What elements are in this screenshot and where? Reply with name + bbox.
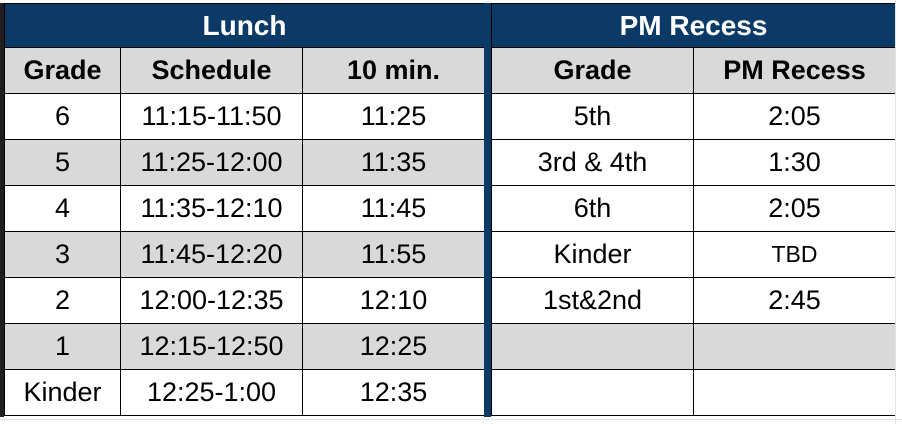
- recess-time-cell[interactable]: TBD: [694, 232, 896, 278]
- lunch-schedule-cell[interactable]: 12:15-12:50: [121, 324, 303, 370]
- lunch-grade-cell[interactable]: 6: [5, 94, 121, 140]
- lunch-ten-min-cell[interactable]: 11:55: [303, 232, 485, 278]
- recess-grade-cell[interactable]: [492, 370, 694, 416]
- recess-header-row: [492, 48, 896, 94]
- lunch-ten-min-cell[interactable]: 12:10: [303, 278, 485, 324]
- lunch-grade-cell[interactable]: 1: [5, 324, 121, 370]
- lunch-title: Lunch: [5, 4, 485, 48]
- lunch-table: [4, 3, 485, 416]
- table-row: [492, 324, 896, 370]
- lunch-ten-min-cell[interactable]: 11:25: [303, 94, 485, 140]
- sheet-gridline: [0, 419, 902, 420]
- lunch-grade-cell[interactable]: 3: [5, 232, 121, 278]
- lunch-grade-cell[interactable]: 2: [5, 278, 121, 324]
- lunch-header-schedule: Schedule: [121, 48, 303, 94]
- recess-header-grade: Grade: [492, 48, 694, 94]
- lunch-header-ten-min: 10 min.: [303, 48, 485, 94]
- recess-table: [491, 3, 896, 416]
- table-row: [492, 232, 896, 278]
- lunch-grade-cell[interactable]: 5: [5, 140, 121, 186]
- recess-grade-cell[interactable]: 3rd & 4th: [492, 140, 694, 186]
- table-row: [492, 94, 896, 140]
- recess-grade-cell[interactable]: 6th: [492, 186, 694, 232]
- lunch-title-row: [5, 4, 485, 48]
- table-row: [5, 278, 485, 324]
- sheet-gridline: [895, 0, 896, 424]
- recess-time-cell[interactable]: [694, 324, 896, 370]
- lunch-ten-min-cell[interactable]: 11:35: [303, 140, 485, 186]
- recess-time-cell[interactable]: 1:30: [694, 140, 896, 186]
- lunch-ten-min-cell[interactable]: 11:45: [303, 186, 485, 232]
- lunch-schedule-cell[interactable]: 11:35-12:10: [121, 186, 303, 232]
- recess-grade-cell[interactable]: 5th: [492, 94, 694, 140]
- lunch-header-row: [5, 48, 485, 94]
- recess-title-row: [492, 4, 896, 48]
- recess-time-cell[interactable]: [694, 370, 896, 416]
- lunch-schedule-cell[interactable]: 11:15-11:50: [121, 94, 303, 140]
- recess-time-cell[interactable]: 2:05: [694, 186, 896, 232]
- table-row: [5, 324, 485, 370]
- lunch-schedule-cell[interactable]: 12:25-1:00: [121, 370, 303, 416]
- recess-time-cell[interactable]: 2:05: [694, 94, 896, 140]
- table-row: [5, 140, 485, 186]
- lunch-schedule-cell[interactable]: 11:25-12:00: [121, 140, 303, 186]
- recess-header-pm-recess: PM Recess: [694, 48, 896, 94]
- recess-time-cell[interactable]: 2:45: [694, 278, 896, 324]
- lunch-ten-min-cell[interactable]: 12:35: [303, 370, 485, 416]
- recess-title: PM Recess: [492, 4, 896, 48]
- lunch-schedule-cell[interactable]: 12:00-12:35: [121, 278, 303, 324]
- table-divider: [484, 3, 491, 417]
- table-row: [5, 186, 485, 232]
- lunch-ten-min-cell[interactable]: 12:25: [303, 324, 485, 370]
- table-row: [492, 186, 896, 232]
- lunch-grade-cell[interactable]: Kinder: [5, 370, 121, 416]
- table-row: [5, 94, 485, 140]
- lunch-grade-cell[interactable]: 4: [5, 186, 121, 232]
- recess-grade-cell[interactable]: Kinder: [492, 232, 694, 278]
- table-row: [492, 140, 896, 186]
- recess-grade-cell[interactable]: [492, 324, 694, 370]
- table-row: [492, 278, 896, 324]
- table-row: [5, 370, 485, 416]
- lunch-schedule-cell[interactable]: 11:45-12:20: [121, 232, 303, 278]
- lunch-header-grade: Grade: [5, 48, 121, 94]
- recess-grade-cell[interactable]: 1st&2nd: [492, 278, 694, 324]
- table-row: [5, 232, 485, 278]
- table-row: [492, 370, 896, 416]
